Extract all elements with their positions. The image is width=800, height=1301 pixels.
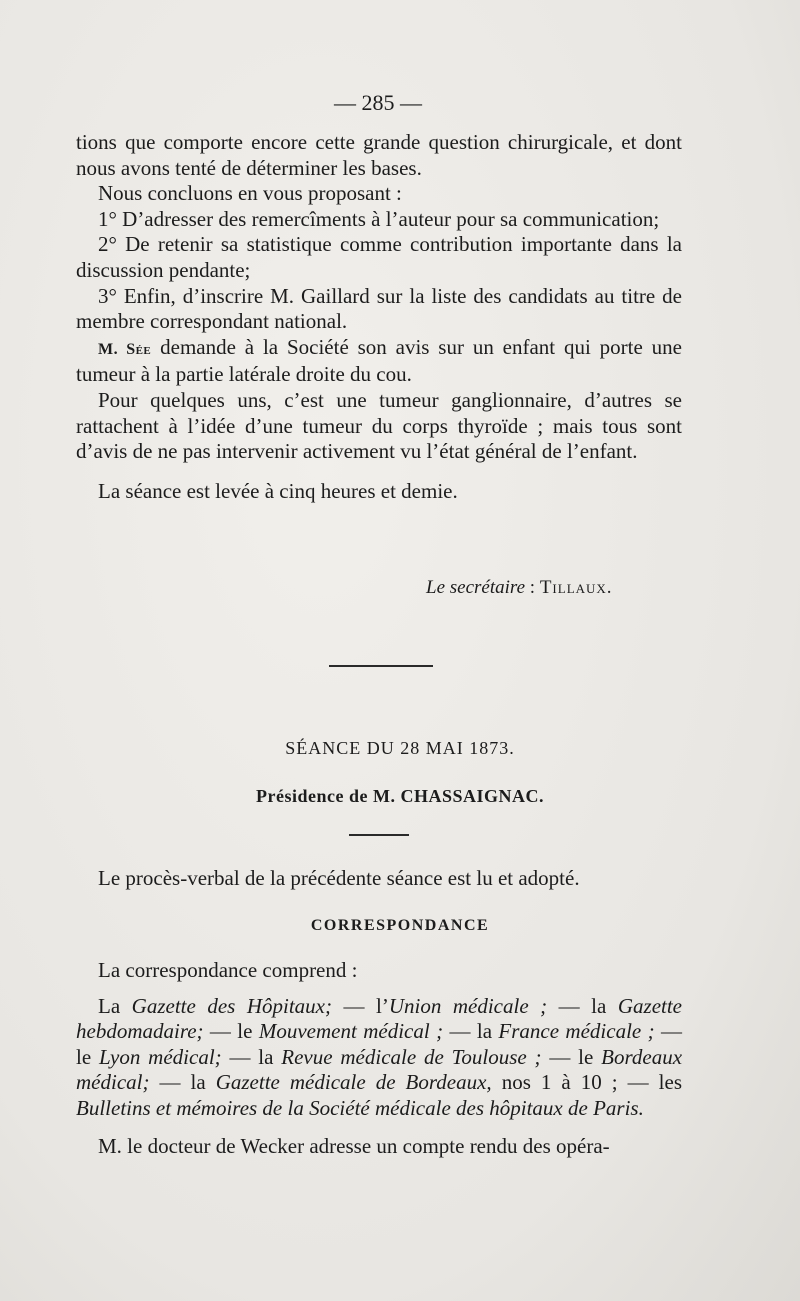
text-run: — la (547, 993, 618, 1018)
signature-name: Tillaux. (539, 577, 613, 598)
correspondance-heading: CORRESPONDANCE (310, 917, 490, 934)
paragraph-text: demande à la Société son avis sur un enfant qui porte une tumeur à la partie latérale droite du cou. (76, 334, 682, 387)
signature-role: Le secrétaire (426, 577, 526, 598)
section-divider (329, 665, 433, 667)
paragraph: Le procès-verbal de la précédente séance est lu et adopté. (98, 866, 580, 890)
session-title: SÉANCE DU 28 MAI 1873. (285, 738, 515, 758)
journal-title: Union médicale ; (388, 993, 548, 1018)
journal-title: France médicale ; (498, 1019, 655, 1044)
journal-title: Bulletins et mémoires de la Société médicale des hôpitaux de Paris. (76, 1095, 644, 1120)
journal-title: Lyon médical; (98, 1044, 222, 1069)
paragraph: 2° De retenir sa statistique comme contribution importante dans la discussion pendante; (76, 232, 682, 282)
text-block-top (76, 130, 682, 504)
paragraph: Nous concluons en vous proposant : (98, 181, 402, 206)
section-divider (349, 834, 409, 836)
page-number: — 285 — (334, 90, 422, 115)
paragraph: La correspondance comprend : (98, 958, 358, 982)
journal-title: Bordeaux médical; (76, 1044, 683, 1095)
paragraph: M. le docteur de Wecker adresse un compte rendu des opéra- (98, 1133, 610, 1158)
paragraph: 1° D’adresser des remercîments à l’auteur pour sa communication; (98, 206, 660, 231)
speaker-name: M. Sée (98, 340, 152, 358)
text-run: La (98, 993, 132, 1018)
text-run: — l’ (331, 993, 389, 1018)
text-run: — la (221, 1044, 282, 1069)
signature (426, 577, 613, 599)
journal-list (76, 994, 682, 1122)
paragraph (76, 335, 682, 388)
journal-title: Gazette des Hôpitaux; (131, 993, 332, 1018)
text-run: — la (443, 1019, 499, 1044)
journal-title: Gazette médicale de Bordeaux, (215, 1070, 492, 1095)
signature-separator: : (525, 577, 540, 598)
text-run: — le (203, 1019, 259, 1044)
text-run: — la (149, 1070, 216, 1095)
text-run: — le (541, 1044, 602, 1069)
paragraph: La séance est levée à cinq heures et demie. (98, 478, 458, 503)
journal-title: Revue médicale de Toulouse ; (281, 1044, 542, 1069)
text-block-minutes (76, 866, 682, 892)
text-block-correspondance (76, 958, 682, 1159)
paragraph: Pour quelques uns, c’est une tumeur ganglionnaire, d’autres se rattachent à l’idée d’une tumeur du corps thyroïde ; mais tous sont d’avis de ne pas intervenir activement vu l’état général de l’enfant. (76, 387, 682, 464)
paragraph: tions que comporte encore cette grande question chirurgicale, et dont nous avons tenté de déterminer les bases. (76, 130, 682, 180)
presidence-line: Présidence de M. CHASSAIGNAC. (256, 786, 544, 806)
journal-title: Mouvement médical ; (258, 1019, 444, 1044)
text-run: — le (76, 1019, 683, 1069)
paragraph: 3° Enfin, d’inscrire M. Gaillard sur la liste des candidats au titre de membre correspondant national. (76, 283, 682, 334)
journal-title: Gazette hebdomadaire; (76, 993, 683, 1044)
text-run: nos 1 à 10 ; — les (491, 1070, 682, 1095)
